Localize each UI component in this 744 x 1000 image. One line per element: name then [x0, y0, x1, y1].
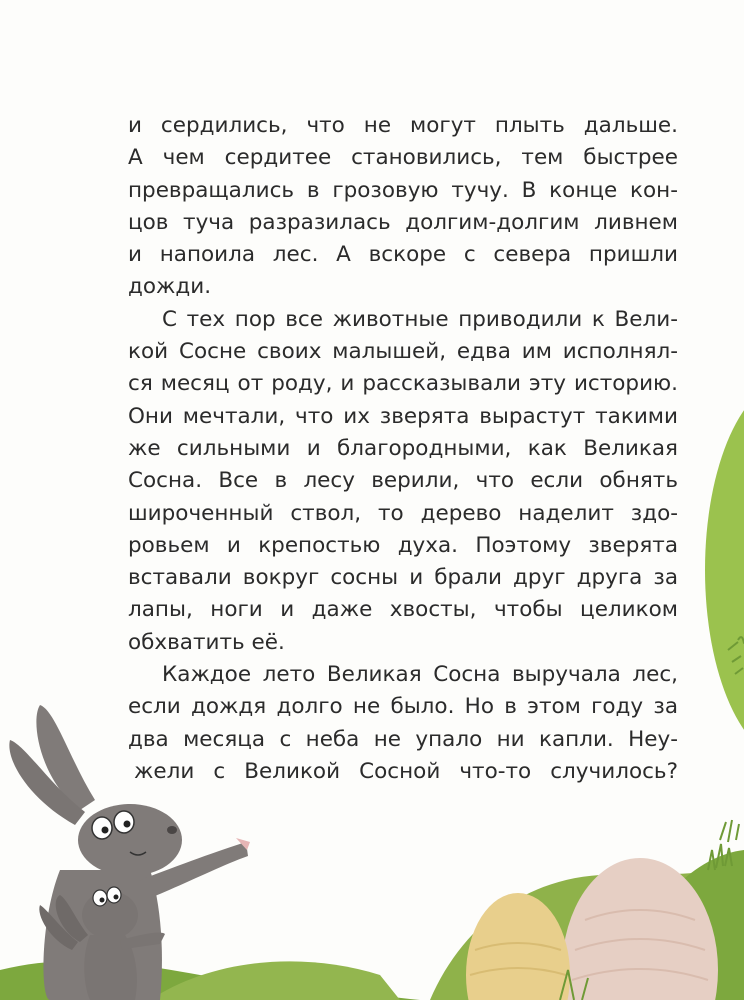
paragraph-1	[128, 110, 678, 304]
text-line: Каждое лето Великая Сосна выручала лес,	[162, 662, 678, 688]
text-line: и напоила лес. А вскоре с севера пришли	[128, 242, 678, 268]
text-line: С тех пор все животные приводили к Вели-	[162, 306, 678, 332]
paragraph-3	[128, 659, 678, 788]
text-line: А чем сердитее становились, тем быстрее	[128, 145, 678, 171]
text-line: ровьем и крепостью духа. Поэтому зверята	[128, 532, 678, 558]
text-line: дожди.	[128, 274, 212, 300]
text-line: два месяца с неба не упало ни капли. Неу-	[128, 726, 678, 752]
text-line: обхватить её.	[128, 629, 285, 655]
story-text	[128, 110, 678, 788]
text-line: вставали вокруг сосны и брали друг друга за	[128, 565, 678, 591]
text-line: если дождя долго не было. Но в этом году за	[128, 694, 678, 720]
text-line: лапы, ноги и даже хвосты, чтобы целиком	[128, 597, 678, 623]
text-line: Они мечтали, что их зверята вырастут такими	[128, 403, 678, 429]
paragraph-2	[128, 304, 678, 659]
text-line: же сильными и благородными, как Великая	[128, 435, 678, 461]
text-line: кой Сосне своих малышей, едва им исполнял-	[128, 339, 678, 365]
text-line: широченный ствол, то дерево наделит здо-	[128, 500, 678, 526]
text-line: жели с Великой Сосной что-то случилось?	[134, 758, 678, 784]
text-line: превращались в грозовую тучу. В конце кон-	[128, 177, 678, 203]
text-line: Сосна. Все в лесу верили, что если обнять	[128, 468, 678, 494]
text-line: ся месяц от роду, и рассказывали эту историю.	[128, 371, 678, 397]
text-line: и сердились, что не могут плыть дальше.	[128, 113, 678, 138]
text-line: цов туча разразилась долгим-долгим ливнем	[128, 209, 678, 235]
tree-icon	[705, 380, 744, 760]
